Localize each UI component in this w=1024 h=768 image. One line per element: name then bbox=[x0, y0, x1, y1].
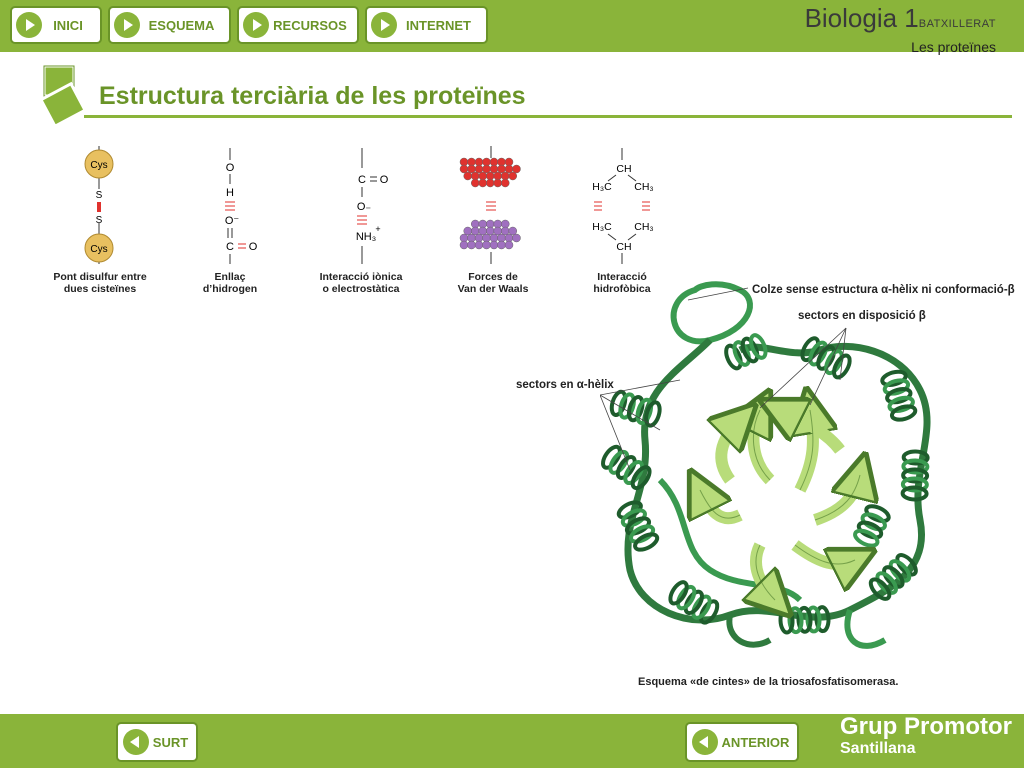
atom-nh3: NH₃ bbox=[355, 231, 377, 243]
nav-inici-label: INICI bbox=[53, 17, 83, 33]
play-icon bbox=[371, 12, 397, 38]
caption-ionic: Interacció iònica o electrostàtica bbox=[319, 271, 403, 295]
atom-ch-bottom: CH bbox=[616, 241, 632, 253]
atom-ch3-bottom: CH₃ bbox=[634, 221, 654, 233]
exit-label: SURT bbox=[152, 734, 189, 750]
caption-vdw: Forces de Van der Waals bbox=[457, 271, 529, 295]
atom-ch3-top: CH₃ bbox=[634, 181, 654, 193]
ionic-bond-diagram bbox=[350, 146, 400, 264]
atom-o-minus: O⁻ bbox=[224, 215, 240, 227]
atom-ch-top: CH bbox=[616, 163, 632, 175]
nav-esquema-button[interactable] bbox=[108, 6, 231, 44]
play-icon bbox=[243, 12, 269, 38]
back-arrow-icon bbox=[123, 729, 149, 755]
title-divider bbox=[84, 115, 1012, 118]
atom-cys-bottom: Cys bbox=[90, 244, 108, 255]
nav-internet-button[interactable] bbox=[365, 6, 488, 44]
atom-h3c-bottom: H₃C bbox=[592, 221, 612, 233]
caption-hydrogen: Enllaç d’hidrogen bbox=[202, 271, 258, 295]
atom-cys-top: Cys bbox=[90, 160, 108, 171]
top-bar bbox=[0, 0, 1024, 55]
nav-recursos-label: RECURSOS bbox=[273, 17, 347, 33]
label-alpha-sectors: sectors en α-hèlix bbox=[516, 379, 614, 391]
brand-level: BATXILLERAT bbox=[918, 18, 996, 30]
van-der-waals-diagram bbox=[458, 146, 528, 264]
caption-hydrophobic: Interacció hidrofòbica bbox=[593, 271, 651, 295]
atom-o-minus: O₋ bbox=[356, 201, 372, 213]
section-icon bbox=[38, 64, 86, 124]
nav-inici-button[interactable] bbox=[10, 6, 102, 44]
caption-disulfide: Pont disulfur entre dues cisteïnes bbox=[53, 271, 147, 295]
exit-button[interactable] bbox=[116, 722, 198, 762]
brand bbox=[805, 4, 996, 55]
previous-label: ANTERIOR bbox=[721, 734, 790, 750]
triosephosphate-isomerase-ribbon-diagram bbox=[600, 280, 950, 665]
nav-esquema-label: ESQUEMA bbox=[148, 17, 215, 33]
previous-button[interactable] bbox=[685, 722, 799, 762]
back-arrow-icon bbox=[692, 729, 718, 755]
atom-c: C bbox=[226, 241, 234, 253]
disulfide-bond-diagram bbox=[76, 146, 122, 264]
nav-internet-label: INTERNET bbox=[406, 17, 471, 33]
atom-h: H bbox=[226, 187, 234, 199]
figure-caption: Esquema «de cintes» de la triosafosfatisomerasa. bbox=[638, 676, 899, 688]
atom-o: O bbox=[379, 174, 389, 186]
atom-o: O bbox=[225, 162, 235, 174]
play-icon bbox=[114, 12, 140, 38]
play-icon bbox=[16, 12, 42, 38]
hydrogen-bond-diagram bbox=[218, 146, 262, 264]
publisher-line2: Santillana bbox=[840, 740, 916, 757]
atom-c: C bbox=[358, 174, 366, 186]
publisher-line1: Grup Promotor bbox=[840, 713, 1012, 740]
bottom-bar bbox=[0, 714, 1024, 768]
label-loop-region: Colze sense estructura α-hèlix ni conformació-β bbox=[752, 284, 1015, 296]
brand-title: Biologia 1 bbox=[804, 3, 919, 33]
atom-s-bottom: S bbox=[95, 215, 103, 226]
atom-s-top: S bbox=[95, 190, 103, 201]
atom-charge-plus: + bbox=[375, 224, 381, 234]
publisher-logo bbox=[840, 713, 1012, 760]
atom-h3c-top: H₃C bbox=[592, 181, 612, 193]
hydrophobic-diagram bbox=[588, 146, 658, 264]
label-beta-sectors: sectors en disposició β bbox=[798, 310, 926, 322]
brand-chapter: Les proteïnes bbox=[911, 39, 996, 55]
atom-o2: O bbox=[248, 241, 258, 253]
page-title: Estructura terciària de les proteïnes bbox=[99, 82, 526, 110]
nav-recursos-button[interactable] bbox=[237, 6, 359, 44]
